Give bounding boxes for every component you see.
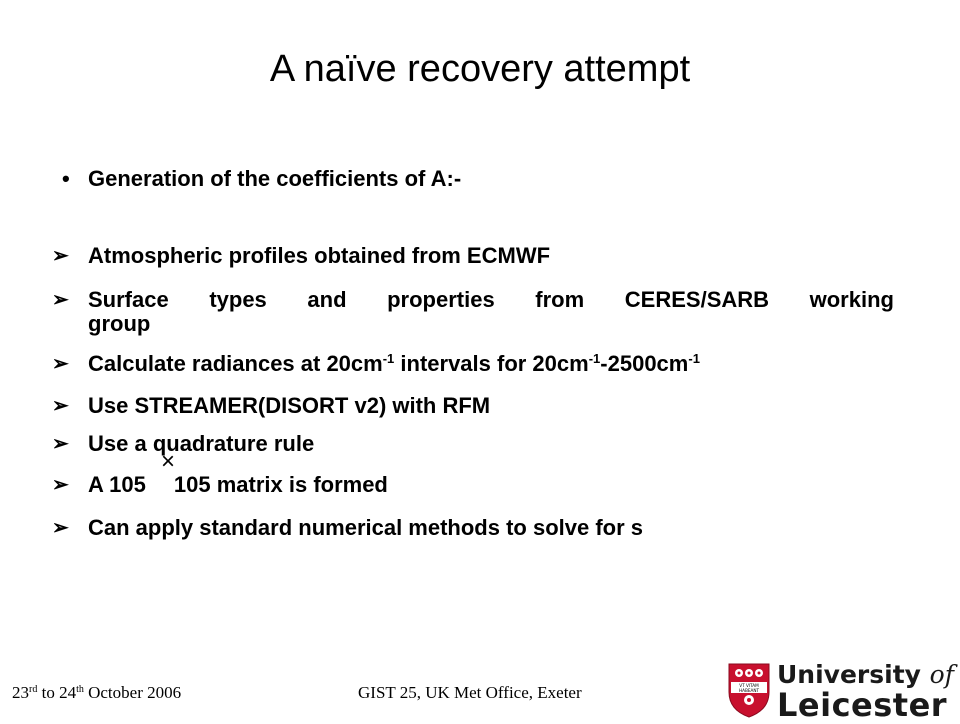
list-item: [52, 288, 894, 336]
logo-line-1: [777, 660, 954, 689]
times-symbol: ×: [161, 448, 176, 475]
arrow-bullet-icon: ➢: [52, 474, 69, 496]
item-text: Can apply standard numerical methods to solve for s: [88, 515, 644, 540]
superscript: -1: [382, 351, 395, 366]
shield-icon: [727, 662, 771, 718]
superscript: -1: [688, 351, 700, 366]
university-logo: [727, 660, 957, 724]
arrow-bullet-icon: ➢: [52, 395, 69, 417]
word: Surface: [88, 287, 169, 312]
item-text: [88, 352, 894, 376]
arrow-bullet-icon: ➢: [52, 517, 69, 539]
word: types: [209, 287, 267, 312]
list-item: [52, 244, 894, 268]
item-text: Use STREAMER(DISORT v2) with RFM: [88, 393, 491, 418]
main-bullet: [62, 166, 461, 192]
item-text: Use a quadrature rule: [88, 431, 315, 456]
list-item: [52, 516, 894, 540]
superscript: th: [76, 684, 84, 695]
arrow-bullet-icon: ➢: [52, 433, 69, 455]
arrow-bullet-icon: ➢: [52, 245, 69, 267]
footer-event: GIST 25, UK Met Office, Exeter: [358, 683, 582, 702]
item-text: Atmospheric profiles obtained from ECMWF: [88, 243, 551, 268]
motto-text: VT VITAM: [739, 683, 759, 688]
logo-word: of: [929, 660, 954, 689]
word: working: [809, 287, 894, 312]
logo-line-2: Leicester: [777, 686, 948, 724]
text-part: 105 matrix is formed: [173, 472, 388, 497]
list-item: [52, 432, 894, 456]
bullet-text: Generation of the coefficients of A:-: [88, 166, 462, 191]
word: CERES/SARB: [624, 287, 770, 312]
item-text: [88, 473, 894, 497]
text-part: intervals for 20cm: [394, 351, 589, 376]
word: properties: [387, 287, 495, 312]
slide-title: A naïve recovery attempt: [269, 48, 691, 90]
text-part: -2500cm: [600, 351, 689, 376]
text-part: A 105: [88, 472, 146, 497]
logo-word: University: [777, 660, 930, 689]
list-item: [52, 473, 894, 497]
item-text: [88, 288, 894, 336]
item-text-line2: group: [88, 311, 151, 336]
superscript: -1: [588, 351, 601, 366]
word: and: [307, 287, 347, 312]
justified-line: [88, 288, 894, 312]
text-part: Calculate radiances at 20cm: [88, 351, 383, 376]
superscript: rd: [29, 684, 38, 695]
word: from: [535, 287, 585, 312]
date-part: October 2006: [83, 683, 182, 702]
date-part: 23: [12, 683, 29, 702]
list-item: [52, 394, 894, 418]
arrow-bullet-icon: ➢: [52, 353, 69, 375]
arrow-bullet-icon: ➢: [52, 289, 69, 311]
list-item: [52, 352, 894, 376]
motto-text: HABEANT: [738, 688, 760, 693]
footer-date: [12, 683, 181, 703]
date-part: to 24: [37, 683, 77, 702]
bullet-dot: •: [62, 166, 70, 191]
